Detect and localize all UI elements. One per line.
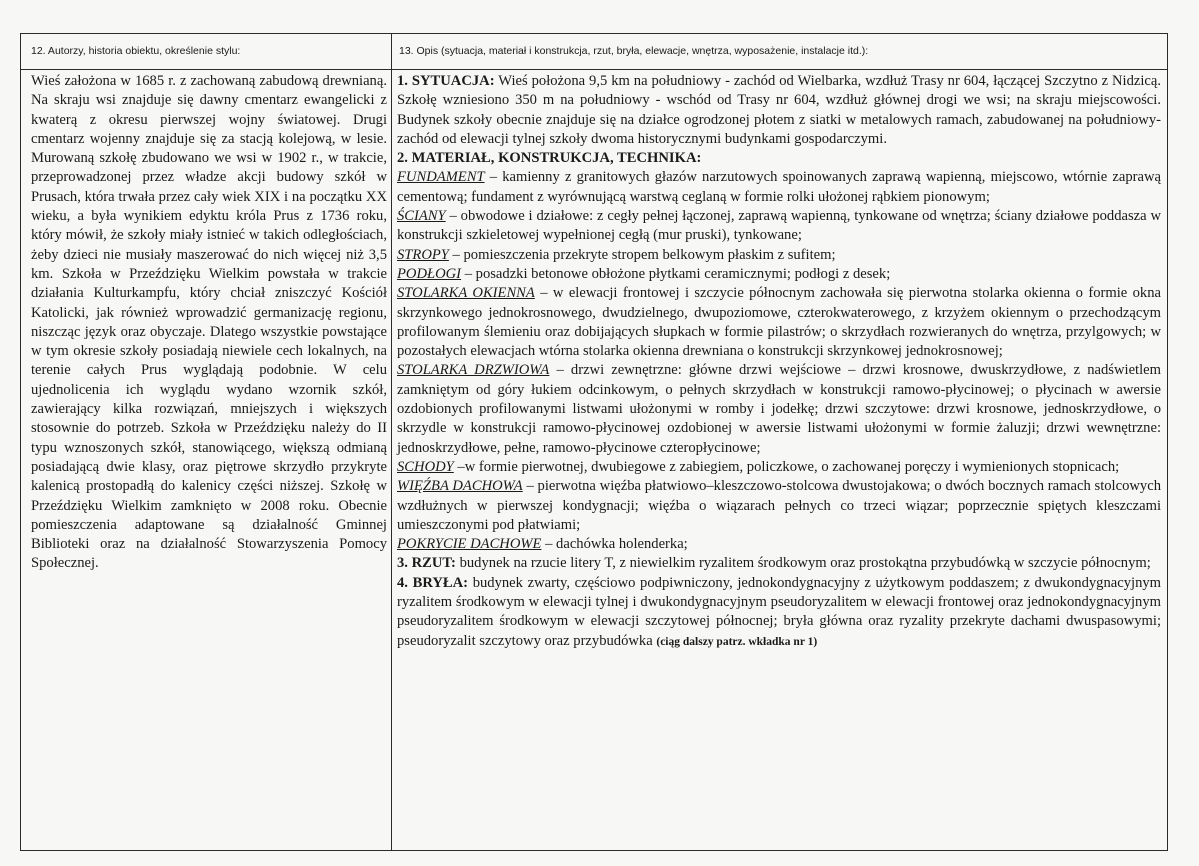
section-plan-text: budynek na rzucie litery T, z niewielkim ryzalitem środkowym oraz prostokątna przybudówką w szczycie północnym; [459, 555, 1151, 572]
section-massing [397, 574, 1161, 652]
item-podlogi-label: PODŁOGI [397, 265, 462, 282]
item-wiezba-label: WIĘŹBA DACHOWA [397, 478, 523, 495]
item-pokrycie: POKRYCIE DACHOWE – dachówka holenderka; [397, 536, 688, 553]
item-schody-label: SCHODY [397, 458, 454, 475]
section-plan [397, 554, 1161, 573]
section-massing-label: 4. BRYŁA: [397, 574, 469, 591]
continuation-note: (ciąg dalszy patrz. wkładka nr 1) [656, 635, 818, 648]
item-stropy-label: STROPY [397, 246, 449, 263]
item-stolarka-drzwiowa: STOLARKA DRZWIOWA – drzwi zewnętrzne: główne drzwi wejściowe – drzwi krosnowe, dwuskrzydłowe, z nadświetlem zamkniętym od góry łukiem odcinkowym, o pełnych skrzydłach w konstrukcji ramowo-płycinowej; o płycinach w awersie ozdobionych profilowanymi listwami ułożonymi w romby i jodełkę; drzwi szczytowe: drzwi krosnowe, jednoskrzydłowe, o skrzydle w konstrukcji ramowo-płycinowej ozdobionej w awersie listwami ułożonymi w formie żaluzji; drzwi wewnętrzne: jednoskrzydłowe, pełne, ramowo-płycinowe czteropłycinowe; [397, 362, 1161, 456]
item-stolarka-okienna: STOLARKA OKIENNA – w elewacji frontowej i szczycie północnym zachowała się pierwotna stolarka okienna o formie okna skrzynkowego jednokrosnowego, dwudzielnego, dwupoziomowe, czterokwaterowego, z krzyżem okiennym o przechodzącym profilowanym ślemieniu oraz dobijających słupkach w formie pilastrów; o skrzydłach rozwieranych do wnętrza, przylgowych; w pozostałych elewacjach wtórna stolarka okienna drewniana o konstrukcji skrzynkowej jednokrosnowej; [397, 285, 1161, 360]
section-plan-label: 3. RZUT: [397, 555, 456, 572]
item-sciany: ŚCIANY – obwodowe i działowe: z cegły pełnej łączonej, zaprawą wapienną, tynkowane od wnętrza; ściany działowe poddasza w konstrukcji szkieletowej wypełnionej cegłą (mur pruski), tynkowane; [397, 208, 1161, 244]
item-wiezba: WIĘŹBA DACHOWA – pierwotna więźba płatwiowo–kleszczowo-stolcowa dwustojakowa; o dwóch bocznych ramach stolcowych wzdłużnych w pierwszej kondygnacji; więźba o wiązarach pełnych co trzeci wiązar; poprzecznie spiętych kleszczami umieszczonymi pod płatwiami; [397, 478, 1161, 533]
item-schody-text: w formie pierwotnej, dwubiegowe z zabiegiem, policzkowe, o zachowanej poręczy i wymienionych stopnicach; [464, 458, 1120, 475]
item-fundament-text: kamienny z granitowych głazów narzutowych spoinowanych zaprawą wapienną, miejscowo, wtórnie zaprawą cementową; fundament z wyrównującą warstwą ceglaną w formie rolki ułożonej rąbkiem pionowym; [397, 169, 1161, 205]
record-card-table [20, 33, 1168, 851]
column-divider [391, 34, 392, 850]
item-wiezba-text: pierwotna więźba płatwiowo–kleszczowo-stolcowa dwustojakowa; o dwóch bocznych ramach stolcowych wzdłużnych w pierwszej kondygnacji; więźba o wiązarach pełnych co trzeci wiązar; poprzecznie spiętych kleszczami umieszczonymi pod płatwiami; [397, 478, 1161, 533]
item-stolarka-okienna-text: w elewacji frontowej i szczycie północnym zachowała się pierwotna stolarka okienna o formie okna skrzynkowego jednokrosnowego, dwudzielnego, dwupoziomowe, czterokwaterowego, z krzyżem okiennym o przechodzącym profilowanym ślemieniu oraz dobijających słupkach w formie pilastrów; o skrzydłach rozwieranych do wnętrza, przylgowych; w pozostałych elewacjach wtórna stolarka okienna drewniana o konstrukcji skrzynkowej jednokrosnowej; [397, 285, 1161, 360]
history-column-header: 12. Autorzy, historia obiektu, określenie stylu: [31, 45, 241, 57]
item-pokrycie-label: POKRYCIE DACHOWE [397, 536, 542, 553]
item-schody: SCHODY –w formie pierwotnej, dwubiegowe z zabiegiem, policzkowe, o zachowanej poręczy i wymienionych stopnicach; [397, 458, 1120, 475]
item-stropy: STROPY – pomieszczenia przekryte stropem belkowym płaskim z sufitem; [397, 246, 836, 263]
section-situation [397, 72, 1161, 149]
item-podlogi-text: posadzki betonowe obłożone płytkami ceramicznymi; podłogi z desek; [475, 265, 891, 282]
history-text: Wieś założona w 1685 r. z zachowaną zabudową drewnianą. Na skraju wsi znajduje się dawny cmentarz ewangelicki z kwaterą z okresu pierwszej wojny światowej. Drugi cmentarz wojenny znajduje się za stacją kolejową, w lesie. Murowaną szkołę zbudowano we wsi w 1902 r., w trakcie, przeprowadzonej przez władze akcji budowy szkół w Prusach, która trwała przez cały wiek XIX i na początku XX wieku, a była wynikiem edyktu króla Prus z 1736 roku, który mówił, że szkoły miały istnieć w takich odległościach, żeby dzieci nie musiały maszerować do nich więcej niż 3,5 km. Szkoła w Przeździęku Wielkim powstała w trakcie działania Kulturkampfu, który chciał zniszczyć Kościół Katolicki, jak również wprowadzić germanizację regionu, niszcząc język oraz obyczaje. Dlatego wszystkie powstające w tym okresie szkoły posiadają niewiele cech lokalnych, na terenie całych Prus wyglądają podobnie. W celu ujednolicenia ich wyglądu wydano wzornik szkół, zawierający kilka rozwiązań, mniejszych i większych stosownie do potrzeb. Szkoła w Przeździęku należy do II typu wznoszonych szkół, stanowiącego, większą odmianą posiadającą dwie klasy, oraz piętrowe skrzydło przykryte kalenicą prostopadłą do kalenicy części niższej. Szkołę w Przeździęku Wielkim zamknięto w 2008 roku. Obecnie pomieszczenia adaptowane są działalność Gminnej Biblioteki oraz na działalność Stowarzyszenia Pomocy Społecznej. [31, 73, 387, 572]
section-situation-label: 1. SYTUACJA: [397, 73, 495, 89]
item-stolarka-drzwiowa-text: drzwi zewnętrzne: główne drzwi wejściowe – drzwi krosnowe, dwuskrzydłowe, z nadświetlem zamkniętym od góry łukiem odcinkowym, o pełnych skrzydłach w konstrukcji ramowo-płycinowej; o płycinach w awersie ozdobionych profilowanymi listwami ułożonymi w romby i jodełkę; drzwi szczytowe: drzwi krosnowe, jednoskrzydłowe, o skrzydle w konstrukcji ramowo-płycinowej ozdobionej w awersie listwami ułożonymi w formie żaluzji; drzwi wewnętrzne: jednoskrzydłowe, pełne, ramowo-płycinowe czteropłycinowe; [397, 362, 1161, 456]
description-column-header: 13. Opis (sytuacja, materiał i konstrukcja, rzut, bryła, elewacje, wnętrza, wyposażenie, instalacje itd.): [399, 45, 869, 57]
section-material-label: 2. MATERIAŁ, KONSTRUKCJA, TECHNIKA: [397, 150, 702, 167]
item-stropy-text: pomieszczenia przekryte stropem belkowym płaskim z sufitem; [463, 246, 836, 263]
header-divider [21, 69, 1167, 70]
item-stolarka-okienna-label: STOLARKA OKIENNA [397, 285, 535, 302]
item-fundament: FUNDAMENT – kamienny z granitowych głazów narzutowych spoinowanych zaprawą wapienną, miejscowo, wtórnie zaprawą cementową; fundament z wyrównującą warstwą ceglaną w formie rolki ułożonej rąbkiem pionowym; [397, 169, 1161, 205]
section-massing-text: budynek zwarty, częściowo podpiwniczony, jednokondygnacyjny z użytkowym poddaszem; z dwukondygnacyjnym ryzalitem środkowym w elewacji tylnej i dwukondygnacyjnym pseudoryzalitem w elewacji frontowej oraz jednokondygnacyjnym pseudoryzalitem środkowym w elewacji szczytowej północnej; bryła główna oraz ryzality przekryte dachami dwuspasowymi; pseudoryzalit szczytowy oraz przybudówka [397, 574, 1162, 649]
item-pokrycie-text: dachówka holenderka; [556, 536, 688, 553]
item-sciany-text: obwodowe i działowe: z cegły pełnej łączonej, zaprawą wapienną, tynkowane od wnętrza; ściany działowe poddasza w konstrukcji szkieletowej wypełnionej cegłą (mur pruski), tynkowane; [397, 208, 1161, 244]
description-text-block [397, 72, 1161, 652]
section-situation-text: Wieś położona 9,5 km na południowy - zachód od Wielbarka, wzdłuż Trasy nr 604, łączącej Szczytno z Nidzicą. Szkołę wzniesiono 350 m na południowy - wschód od Trasy nr 604, wzdłuż głównej drogi we wsi; na skraju miejscowości. Budynek szkoły obecnie znajduje się na działce ogrodzonej płotem z siatki w metalowych ramach, zabudowanej na południowy-zachód od elewacji tylnej szkoły dwoma historycznymi budynkami gospodarczymi. [397, 73, 1162, 147]
section-material [397, 149, 1161, 168]
history-text-block [31, 72, 387, 574]
item-fundament-label: FUNDAMENT [397, 169, 485, 186]
item-podlogi: PODŁOGI – posadzki betonowe obłożone płytkami ceramicznymi; podłogi z desek; [397, 265, 891, 282]
item-sciany-label: ŚCIANY [397, 208, 446, 225]
item-stolarka-drzwiowa-label: STOLARKA DRZWIOWA [397, 362, 550, 379]
